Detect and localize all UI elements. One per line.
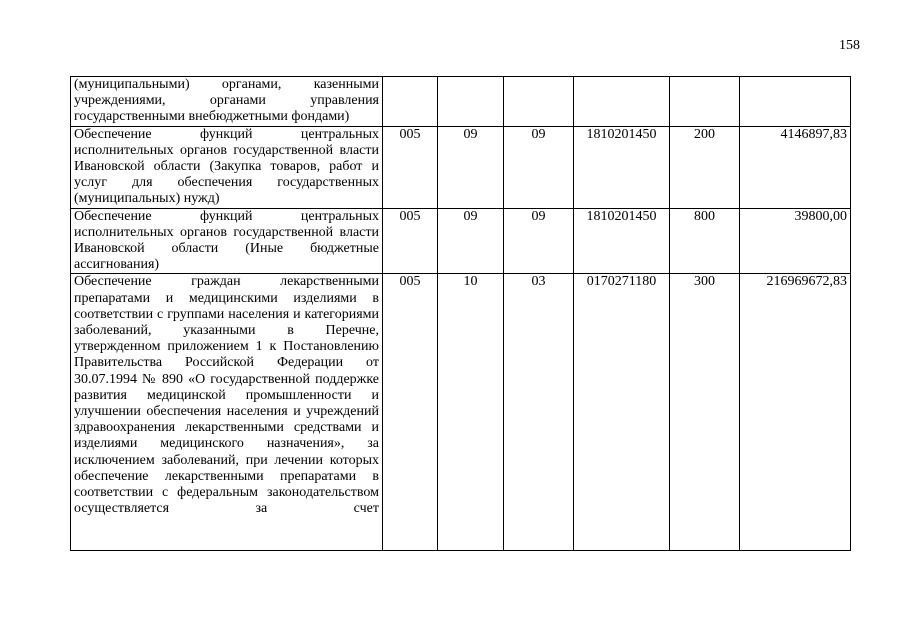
target-article-code: 1810201450 — [574, 208, 670, 274]
expense-type-code — [670, 77, 740, 127]
row-description: Обеспечение функций центральных исполнительных органов государственной власти Ивановской области (Закупка товаров, работ и услуг для обеспечения государственных (муниципальных) нужд) — [71, 126, 383, 208]
subsection-code: 09 — [504, 208, 574, 274]
section-code: 10 — [438, 274, 504, 551]
target-article-code: 0170271180 — [574, 274, 670, 551]
expense-type-code: 300 — [670, 274, 740, 551]
section-code: 09 — [438, 208, 504, 274]
ved-code: 005 — [383, 126, 438, 208]
amount: 4146897,83 — [740, 126, 851, 208]
ved-code — [383, 77, 438, 127]
expense-type-code: 200 — [670, 126, 740, 208]
subsection-code — [504, 77, 574, 127]
page-number: 158 — [839, 38, 860, 53]
ved-code: 005 — [383, 274, 438, 551]
target-article-code — [574, 77, 670, 127]
table-row — [71, 274, 851, 551]
section-code: 09 — [438, 126, 504, 208]
section-code — [438, 77, 504, 127]
amount — [740, 77, 851, 127]
row-description: (муниципальными) органами, казенными учреждениями, органами управления государственными внебюджетными фондами) — [71, 77, 383, 127]
table-row — [71, 77, 851, 127]
ved-code: 005 — [383, 208, 438, 274]
expense-type-code: 800 — [670, 208, 740, 274]
row-description: Обеспечение граждан лекарственными препаратами и медицинскими изделиями в соответствии с группами населения и категориями заболеваний, указанными в Перечне, утвержденном приложением 1 к Постановлению Правительства Российской Федерации от 30.07.1994 № 890 «О государственной поддержке развития медицинской промышленности и улучшении обеспечения населения и учреждений здравоохранения лекарственными средствами и изделиями медицинского назначения», за исключением заболеваний, при лечении которых обеспечение лекарственными препаратами в соответствии с федеральным законодательством осуществляется за счет — [71, 274, 383, 551]
table-row — [71, 126, 851, 208]
row-description: Обеспечение функций центральных исполнительных органов государственной власти Ивановской области (Иные бюджетные ассигнования) — [71, 208, 383, 274]
amount: 39800,00 — [740, 208, 851, 274]
subsection-code: 03 — [504, 274, 574, 551]
amount: 216969672,83 — [740, 274, 851, 551]
table-row — [71, 208, 851, 274]
subsection-code: 09 — [504, 126, 574, 208]
target-article-code: 1810201450 — [574, 126, 670, 208]
budget-table — [70, 76, 851, 551]
